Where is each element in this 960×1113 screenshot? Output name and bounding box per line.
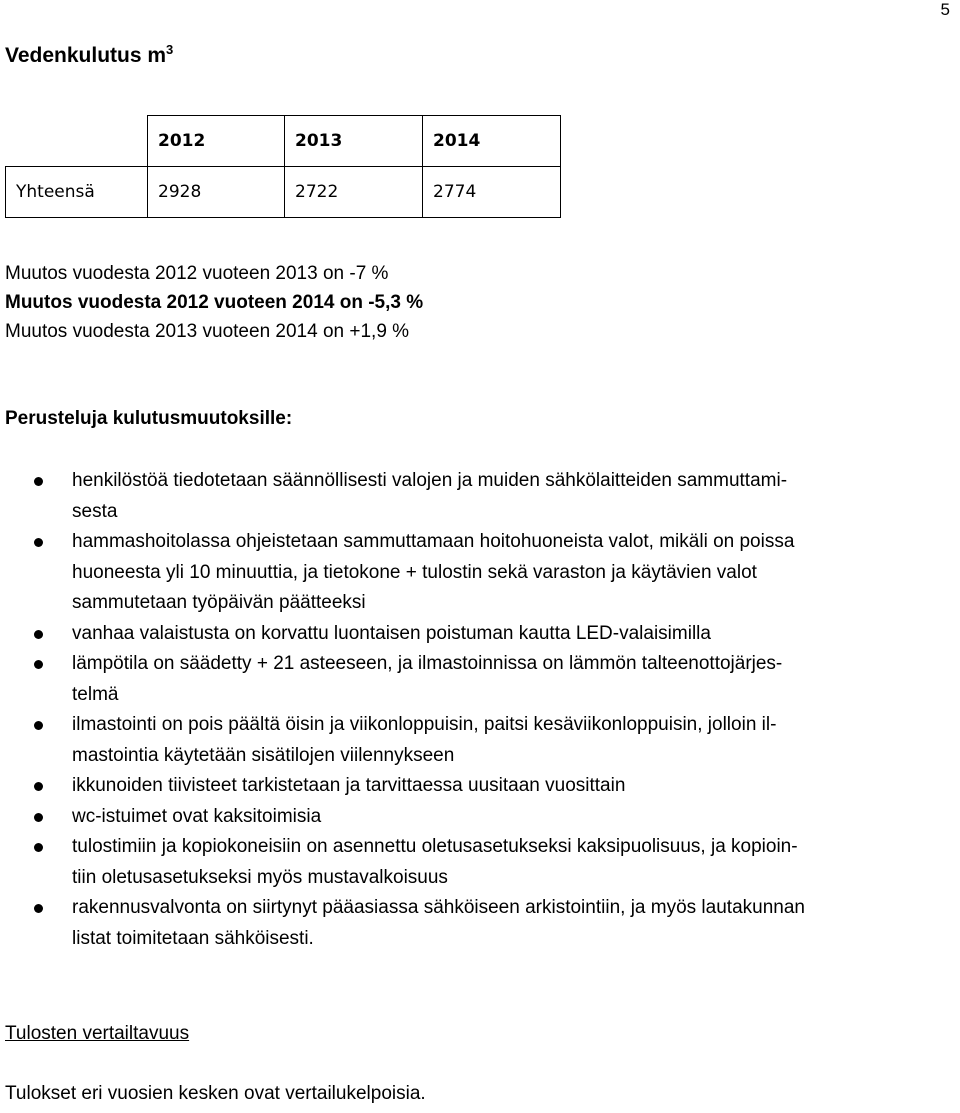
list-item-line: listat toimitetaan sähköisesti. bbox=[72, 927, 314, 949]
change-line: Muutos vuodesta 2013 vuoteen 2014 on +1,9 % bbox=[5, 321, 410, 342]
list-item-line: hammashoitolassa ohjeistetaan sammuttamaan hoitohuoneista valot, mikäli on poissa bbox=[72, 531, 795, 552]
list-item-line: mastointia käytetään sisätilojen viilennykseen bbox=[72, 744, 455, 766]
list-item bbox=[0, 649, 950, 710]
list-item-line: huoneesta yli 10 minuuttia, ja tietokone + tulostin sekä varaston ja käytävien valot bbox=[72, 561, 757, 583]
page-heading bbox=[5, 44, 173, 68]
bullet-icon bbox=[34, 904, 43, 913]
heading-text: Vedenkulutus m bbox=[5, 44, 167, 67]
list-item-line: lämpötila on säädetty + 21 asteeseen, ja ilmastoinnissa on lämmön talteenottojärjes- bbox=[72, 653, 783, 674]
list-item bbox=[0, 466, 950, 527]
table-header-cell: 2014 bbox=[423, 116, 561, 167]
list-item-line: ikkunoiden tiivisteet tarkistetaan ja tarvittaessa uusitaan vuosittain bbox=[72, 775, 626, 796]
table-cell: 2722 bbox=[285, 167, 423, 218]
bullet-icon bbox=[34, 782, 43, 791]
table-header-row bbox=[6, 116, 561, 167]
list-item-line: telmä bbox=[72, 683, 119, 705]
list-item-line: henkilöstöä tiedotetaan säännöllisesti valojen ja muiden sähkölaitteiden sammuttami- bbox=[72, 470, 788, 491]
list-item bbox=[0, 619, 950, 650]
list-item bbox=[0, 832, 950, 893]
table-header-cell: 2012 bbox=[148, 116, 285, 167]
bullet-icon bbox=[34, 630, 43, 639]
table-cell: 2774 bbox=[423, 167, 561, 218]
bullet-icon bbox=[34, 843, 43, 852]
list-item-line: tulostimiin ja kopiokoneisiin on asennettu oletusasetukseksi kaksipuolisuus, ja kopioin- bbox=[72, 836, 798, 857]
list-item-line: vanhaa valaistusta on korvattu luontaisen poistuman kautta LED-valaisimilla bbox=[72, 622, 711, 644]
bullet-icon bbox=[34, 477, 43, 486]
bullet-icon bbox=[34, 721, 43, 730]
list-item-line: sammutetaan työpäivän päätteeksi bbox=[72, 592, 366, 613]
bullet-icon bbox=[34, 660, 43, 669]
list-item bbox=[0, 527, 950, 619]
table-header-cell: 2013 bbox=[285, 116, 423, 167]
page-number: 5 bbox=[940, 0, 950, 19]
bullet-icon bbox=[34, 538, 43, 547]
table-header-cell bbox=[6, 116, 148, 167]
reasons-title: Perusteluja kulutusmuutoksille: bbox=[5, 408, 293, 429]
list-item-line: sesta bbox=[72, 500, 118, 522]
bullet-icon bbox=[34, 813, 43, 822]
comparability-title: Tulosten vertailtavuus bbox=[5, 1023, 190, 1044]
table-cell: 2928 bbox=[148, 167, 285, 218]
heading-superscript: 3 bbox=[166, 42, 174, 57]
list-item bbox=[0, 710, 950, 771]
list-item bbox=[0, 771, 950, 802]
table-cell: Yhteensä bbox=[6, 167, 148, 218]
comparability-text: Tulokset eri vuosien kesken ovat vertailukelpoisia. bbox=[5, 1083, 426, 1104]
change-summary bbox=[5, 259, 423, 346]
list-item bbox=[0, 893, 950, 954]
reasons-list bbox=[0, 466, 950, 954]
list-item-line: wc-istuimet ovat kaksitoimisia bbox=[72, 805, 322, 827]
list-item bbox=[0, 802, 950, 833]
change-line: Muutos vuodesta 2012 vuoteen 2013 on -7 % bbox=[5, 263, 389, 284]
water-consumption-table bbox=[5, 115, 561, 218]
list-item-line: rakennusvalvonta on siirtynyt pääasiassa sähköiseen arkistointiin, ja myös lautakunnan bbox=[72, 897, 805, 918]
change-line: Muutos vuodesta 2012 vuoteen 2014 on -5,3 % bbox=[5, 292, 424, 313]
table-row bbox=[6, 167, 561, 218]
list-item-line: ilmastointi on pois päältä öisin ja viikonloppuisin, paitsi kesäviikonloppuisin, jolloin il- bbox=[72, 714, 777, 735]
list-item-line: tiin oletusasetukseksi myös mustavalkoisuus bbox=[72, 866, 448, 888]
